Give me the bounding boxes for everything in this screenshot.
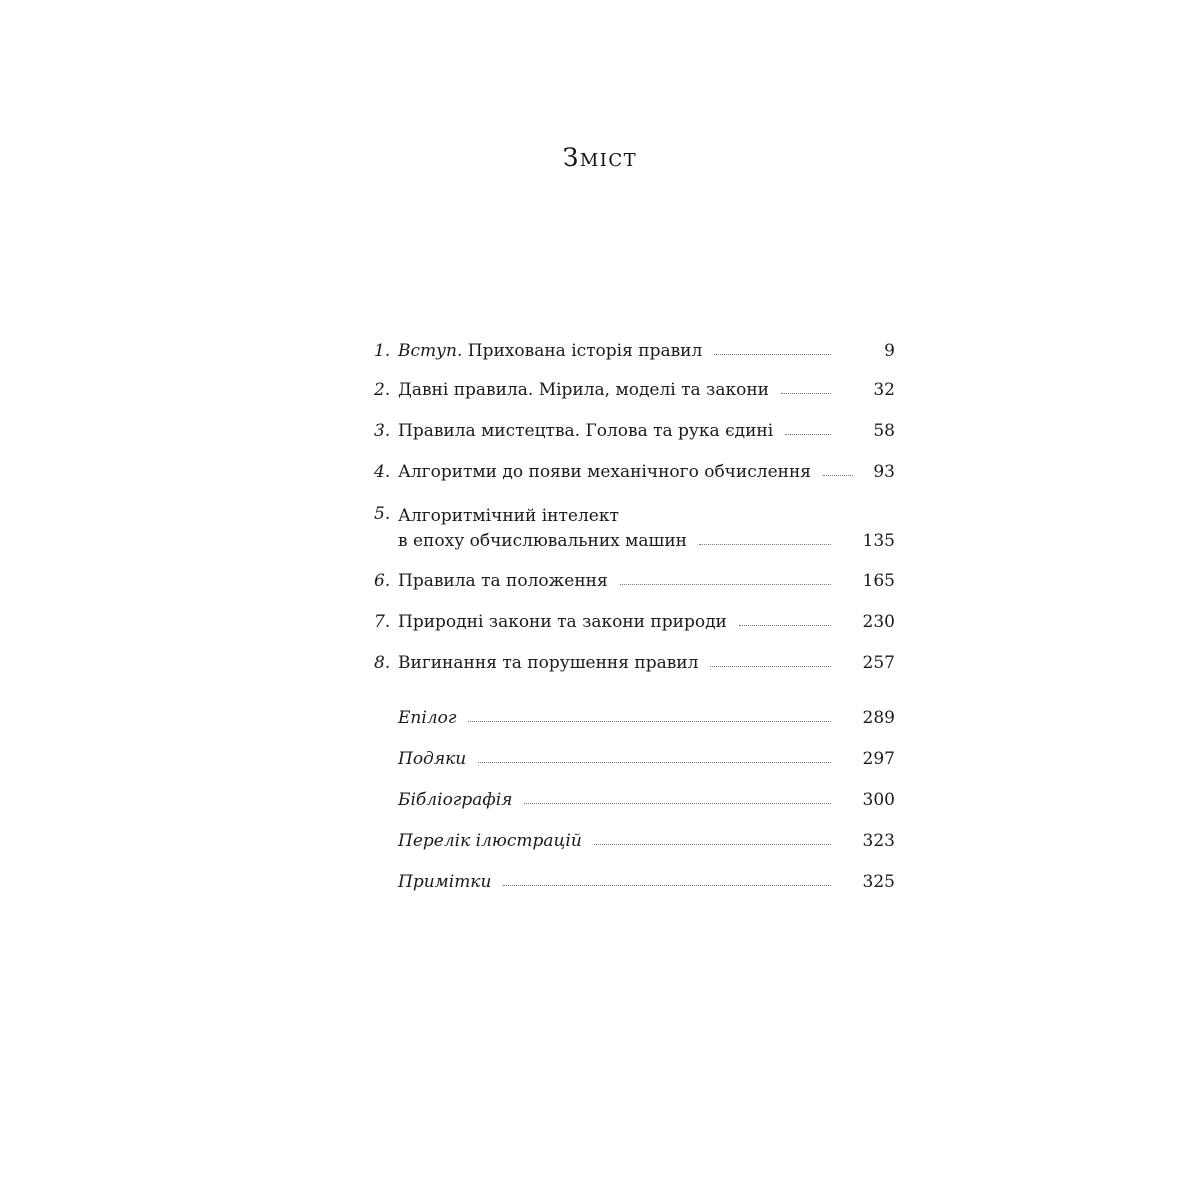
chapter-number: 6. <box>374 571 391 591</box>
toc-entry-chapter-4[interactable] <box>360 460 895 484</box>
chapter-number: 8. <box>374 653 391 673</box>
toc-entry-chapter-5[interactable] <box>360 501 895 553</box>
dot-leader <box>524 803 831 804</box>
dot-leader <box>823 475 853 476</box>
back-matter-title: Подяки <box>398 749 467 769</box>
chapter-number: 3. <box>374 421 391 441</box>
chapter-number: 4. <box>374 462 391 482</box>
back-matter-title: Бібліографія <box>398 790 513 810</box>
page-number: 325 <box>862 872 895 892</box>
page-number: 257 <box>862 653 895 673</box>
dot-leader <box>781 393 831 394</box>
page-number: 289 <box>862 708 895 728</box>
toc-entry-chapter-7[interactable] <box>360 610 895 634</box>
dot-leader <box>785 434 831 435</box>
page-number: 300 <box>862 790 895 810</box>
toc-entry-list-of-illustrations[interactable] <box>360 829 895 853</box>
toc-entry-chapter-3[interactable] <box>360 419 895 443</box>
toc-entry-bibliography[interactable] <box>360 788 895 812</box>
dot-leader <box>710 666 831 667</box>
chapter-number: 2. <box>374 380 391 400</box>
toc-entry-acknowledgements[interactable] <box>360 747 895 771</box>
chapter-title: Давні правила. Мірила, моделі та закони <box>398 380 769 400</box>
chapter-number: 5. <box>374 504 391 524</box>
dot-leader <box>503 885 831 886</box>
chapter-title: Правила та положення <box>398 571 608 591</box>
chapter-number: 7. <box>374 612 391 632</box>
dot-leader <box>714 354 831 355</box>
toc-entry-chapter-2[interactable] <box>360 378 895 402</box>
dot-leader <box>478 762 831 763</box>
page-number: 297 <box>862 749 895 769</box>
page-number: 32 <box>873 380 895 400</box>
page-number: 58 <box>873 421 895 441</box>
page-number: 230 <box>862 612 895 632</box>
page-number: 323 <box>862 831 895 851</box>
dot-leader <box>620 584 831 585</box>
dot-leader <box>468 721 831 722</box>
chapter-title: Алгоритмічний інтелект в епоху обчислювальних машин <box>398 506 687 551</box>
dot-leader <box>699 544 831 545</box>
chapter-title: Природні закони та закони природи <box>398 612 727 632</box>
page-number: 9 <box>884 341 895 361</box>
chapter-title: Вигинання та порушення правил <box>398 653 699 673</box>
toc-entry-epilogue[interactable] <box>360 706 895 730</box>
page-number: 135 <box>862 531 895 551</box>
page-title: Зміст <box>562 143 638 172</box>
back-matter-title: Епілог <box>398 708 457 728</box>
chapter-title: Вступ. Прихована історія правил <box>398 341 703 361</box>
back-matter-title: Перелік ілюстрацій <box>398 831 582 851</box>
toc-entry-notes[interactable] <box>360 870 895 894</box>
toc-entry-chapter-8[interactable] <box>360 651 895 675</box>
chapter-title: Алгоритми до появи механічного обчислення <box>398 462 812 482</box>
page-number: 165 <box>862 571 895 591</box>
back-matter-title: Примітки <box>398 872 492 892</box>
dot-leader <box>594 844 831 845</box>
chapter-number: 1. <box>374 341 391 361</box>
dot-leader <box>739 625 831 626</box>
toc-entry-chapter-1[interactable] <box>360 339 895 363</box>
page-number: 93 <box>873 462 895 482</box>
toc-entry-chapter-6[interactable] <box>360 569 895 593</box>
chapter-title: Правила мистецтва. Голова та рука єдині <box>398 421 774 441</box>
